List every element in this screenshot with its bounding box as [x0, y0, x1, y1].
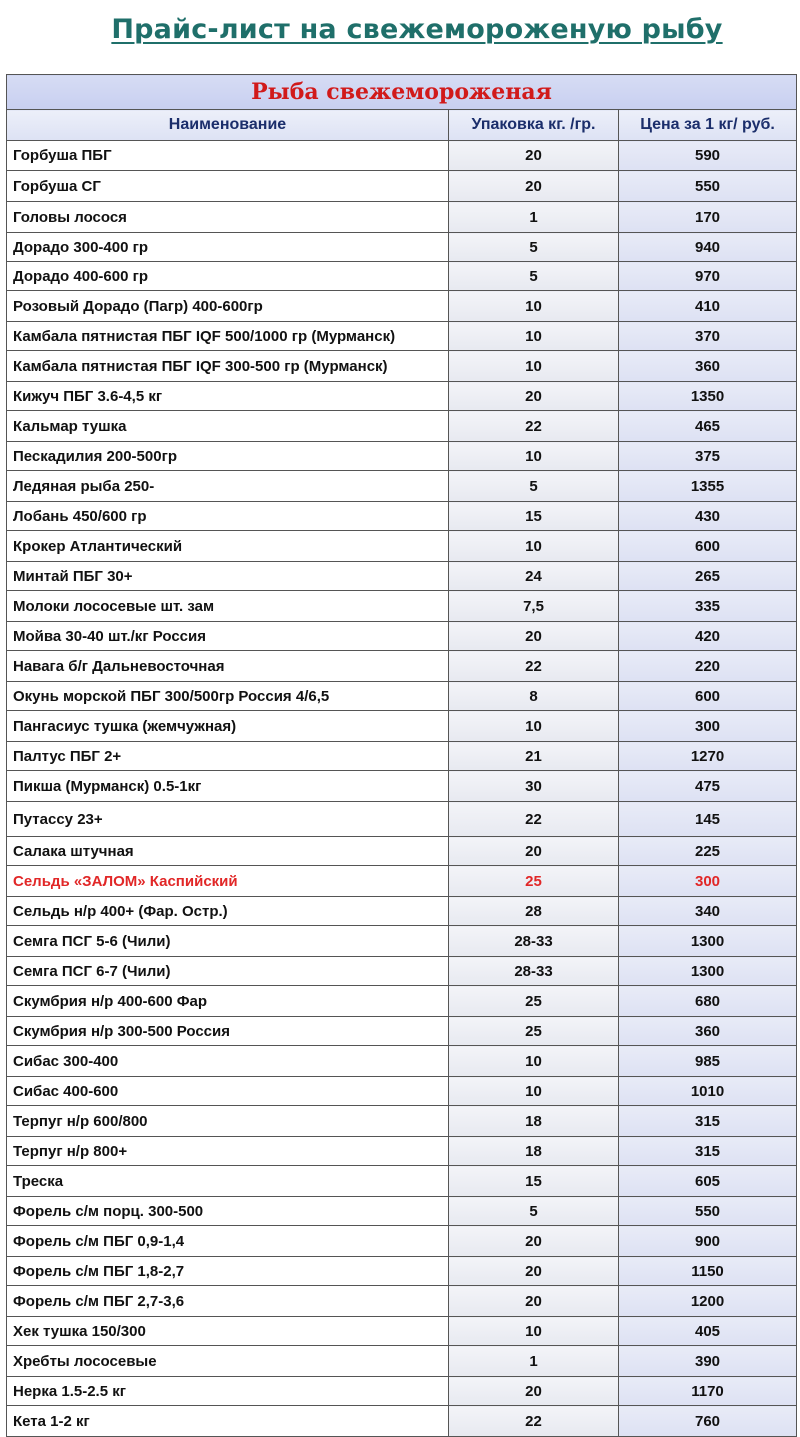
table-row — [7, 1377, 797, 1406]
price-cell: 420 — [619, 622, 797, 651]
product-name-cell: Окунь морской ПБГ 300/500гр Россия 4/6,5 — [7, 682, 449, 711]
table-row — [7, 1317, 797, 1346]
price-cell: 680 — [619, 986, 797, 1017]
pack-size-cell: 15 — [449, 502, 619, 531]
price-cell: 1270 — [619, 742, 797, 771]
pack-size-cell: 24 — [449, 562, 619, 591]
table-row — [7, 1346, 797, 1377]
product-name-cell: Дорадо 300-400 гр — [7, 233, 449, 262]
table-row — [7, 866, 797, 897]
product-name-cell: Скумбрия н/р 300-500 Россия — [7, 1017, 449, 1046]
price-cell: 760 — [619, 1406, 797, 1437]
product-name-cell: Палтус ПБГ 2+ — [7, 742, 449, 771]
price-cell: 600 — [619, 682, 797, 711]
table-row — [7, 1406, 797, 1437]
pack-size-cell: 20 — [449, 1377, 619, 1406]
price-cell: 550 — [619, 171, 797, 202]
pack-size-cell: 10 — [449, 711, 619, 742]
price-cell: 410 — [619, 291, 797, 322]
column-header-pack: Упаковка кг. /гр. — [449, 110, 619, 141]
product-name-cell: Хек тушка 150/300 — [7, 1317, 449, 1346]
table-row — [7, 351, 797, 382]
product-name-cell: Кальмар тушка — [7, 411, 449, 442]
table-row — [7, 531, 797, 562]
price-cell: 360 — [619, 351, 797, 382]
pack-size-cell: 7,5 — [449, 591, 619, 622]
pack-size-cell: 10 — [449, 1046, 619, 1077]
table-row — [7, 1257, 797, 1286]
pack-size-cell: 8 — [449, 682, 619, 711]
section-title: Рыба свежемороженая — [7, 75, 797, 110]
product-name-cell: Семга ПСГ 5-6 (Чили) — [7, 926, 449, 957]
pack-size-cell: 22 — [449, 411, 619, 442]
price-cell: 340 — [619, 897, 797, 926]
product-name-cell: Пикша (Мурманск) 0.5-1кг — [7, 771, 449, 802]
table-row — [7, 622, 797, 651]
price-cell: 1300 — [619, 926, 797, 957]
product-name-cell: Пангасиус тушка (жемчужная) — [7, 711, 449, 742]
product-name-cell: Форель с/м ПБГ 2,7-3,6 — [7, 1286, 449, 1317]
price-cell: 315 — [619, 1106, 797, 1137]
table-row — [7, 502, 797, 531]
product-name-cell: Сельдь «ЗАЛОМ» Каспийский — [7, 866, 449, 897]
pack-size-cell: 10 — [449, 1317, 619, 1346]
price-cell: 985 — [619, 1046, 797, 1077]
price-cell: 1300 — [619, 957, 797, 986]
table-row — [7, 1197, 797, 1226]
pack-size-cell: 1 — [449, 202, 619, 233]
table-row — [7, 802, 797, 837]
price-cell: 1150 — [619, 1257, 797, 1286]
product-name-cell: Семга ПСГ 6-7 (Чили) — [7, 957, 449, 986]
product-name-cell: Скумбрия н/р 400-600 Фар — [7, 986, 449, 1017]
pack-size-cell: 5 — [449, 1197, 619, 1226]
product-name-cell: Нерка 1.5-2.5 кг — [7, 1377, 449, 1406]
price-cell: 940 — [619, 233, 797, 262]
table-row — [7, 986, 797, 1017]
product-name-cell: Крокер Атлантический — [7, 531, 449, 562]
price-cell: 265 — [619, 562, 797, 591]
column-header-name: Наименование — [7, 110, 449, 141]
price-cell: 1010 — [619, 1077, 797, 1106]
product-name-cell: Камбала пятнистая ПБГ IQF 500/1000 гр (Мурманск) — [7, 322, 449, 351]
price-cell: 1350 — [619, 382, 797, 411]
pack-size-cell: 1 — [449, 1346, 619, 1377]
product-name-cell: Ледяная рыба 250- — [7, 471, 449, 502]
product-name-cell: Треска — [7, 1166, 449, 1197]
table-row — [7, 322, 797, 351]
table-row — [7, 291, 797, 322]
product-name-cell: Путассу 23+ — [7, 802, 449, 837]
price-cell: 465 — [619, 411, 797, 442]
pack-size-cell: 5 — [449, 471, 619, 502]
pack-size-cell: 20 — [449, 171, 619, 202]
pack-size-cell: 10 — [449, 291, 619, 322]
table-row — [7, 771, 797, 802]
product-name-cell: Сибас 300-400 — [7, 1046, 449, 1077]
table-row — [7, 1106, 797, 1137]
table-row — [7, 682, 797, 711]
table-row — [7, 1017, 797, 1046]
pack-size-cell: 20 — [449, 1257, 619, 1286]
pack-size-cell: 30 — [449, 771, 619, 802]
pack-size-cell: 20 — [449, 837, 619, 866]
price-cell: 475 — [619, 771, 797, 802]
product-name-cell: Головы лосося — [7, 202, 449, 233]
pack-size-cell: 10 — [449, 322, 619, 351]
pack-size-cell: 10 — [449, 351, 619, 382]
price-cell: 970 — [619, 262, 797, 291]
price-cell: 360 — [619, 1017, 797, 1046]
pack-size-cell: 20 — [449, 1286, 619, 1317]
pack-size-cell: 20 — [449, 622, 619, 651]
pack-size-cell: 5 — [449, 233, 619, 262]
price-cell: 405 — [619, 1317, 797, 1346]
table-row — [7, 957, 797, 986]
product-name-cell: Хребты лососевые — [7, 1346, 449, 1377]
table-row — [7, 202, 797, 233]
section-header-row — [7, 75, 797, 110]
table-row — [7, 471, 797, 502]
table-row — [7, 926, 797, 957]
product-name-cell: Пескадилия 200-500гр — [7, 442, 449, 471]
pack-size-cell: 28-33 — [449, 957, 619, 986]
product-name-cell: Кижуч ПБГ 3.6-4,5 кг — [7, 382, 449, 411]
price-cell: 1170 — [619, 1377, 797, 1406]
pack-size-cell: 18 — [449, 1106, 619, 1137]
price-cell: 1200 — [619, 1286, 797, 1317]
table-row — [7, 742, 797, 771]
table-body — [7, 141, 797, 1437]
price-cell: 605 — [619, 1166, 797, 1197]
product-name-cell: Горбуша ПБГ — [7, 141, 449, 171]
product-name-cell: Форель с/м порц. 300-500 — [7, 1197, 449, 1226]
pack-size-cell: 21 — [449, 742, 619, 771]
product-name-cell: Кета 1-2 кг — [7, 1406, 449, 1437]
table-row — [7, 837, 797, 866]
product-name-cell: Форель с/м ПБГ 1,8-2,7 — [7, 1257, 449, 1286]
product-name-cell: Камбала пятнистая ПБГ IQF 300-500 гр (Мурманск) — [7, 351, 449, 382]
pack-size-cell: 22 — [449, 802, 619, 837]
price-cell: 145 — [619, 802, 797, 837]
table-row — [7, 141, 797, 171]
table-row — [7, 1166, 797, 1197]
table-row — [7, 711, 797, 742]
price-cell: 390 — [619, 1346, 797, 1377]
pack-size-cell: 10 — [449, 1077, 619, 1106]
product-name-cell: Молоки лососевые шт. зам — [7, 591, 449, 622]
column-header-price: Цена за 1 кг/ руб. — [619, 110, 797, 141]
price-cell: 220 — [619, 651, 797, 682]
column-header-row — [7, 110, 797, 141]
price-cell: 375 — [619, 442, 797, 471]
price-cell: 600 — [619, 531, 797, 562]
table-row — [7, 1046, 797, 1077]
product-name-cell: Терпуг н/р 600/800 — [7, 1106, 449, 1137]
product-name-cell: Навага б/г Дальневосточная — [7, 651, 449, 682]
product-name-cell: Розовый Дорадо (Пагр) 400-600гр — [7, 291, 449, 322]
price-cell: 170 — [619, 202, 797, 233]
page-title: Прайс-лист на свежемороженую рыбу — [111, 14, 723, 45]
table-row — [7, 1286, 797, 1317]
pack-size-cell: 20 — [449, 141, 619, 171]
table-row — [7, 442, 797, 471]
table-row — [7, 897, 797, 926]
pack-size-cell: 5 — [449, 262, 619, 291]
table-row — [7, 1077, 797, 1106]
price-cell: 335 — [619, 591, 797, 622]
price-cell: 300 — [619, 866, 797, 897]
price-cell: 1355 — [619, 471, 797, 502]
pack-size-cell: 22 — [449, 651, 619, 682]
price-cell: 225 — [619, 837, 797, 866]
price-cell: 590 — [619, 141, 797, 171]
pack-size-cell: 22 — [449, 1406, 619, 1437]
price-cell: 430 — [619, 502, 797, 531]
price-cell: 370 — [619, 322, 797, 351]
table-row — [7, 411, 797, 442]
pack-size-cell: 10 — [449, 531, 619, 562]
product-name-cell: Лобань 450/600 гр — [7, 502, 449, 531]
pack-size-cell: 20 — [449, 1226, 619, 1257]
pack-size-cell: 18 — [449, 1137, 619, 1166]
pack-size-cell: 10 — [449, 442, 619, 471]
table-row — [7, 591, 797, 622]
table-row — [7, 382, 797, 411]
pack-size-cell: 28 — [449, 897, 619, 926]
product-name-cell: Салака штучная — [7, 837, 449, 866]
price-cell: 550 — [619, 1197, 797, 1226]
price-cell: 300 — [619, 711, 797, 742]
pack-size-cell: 25 — [449, 866, 619, 897]
pack-size-cell: 25 — [449, 1017, 619, 1046]
pack-size-cell: 28-33 — [449, 926, 619, 957]
product-name-cell: Горбуша СГ — [7, 171, 449, 202]
table-row — [7, 1137, 797, 1166]
table-row — [7, 262, 797, 291]
table-row — [7, 233, 797, 262]
pack-size-cell: 25 — [449, 986, 619, 1017]
product-name-cell: Мойва 30-40 шт./кг Россия — [7, 622, 449, 651]
product-name-cell: Сибас 400-600 — [7, 1077, 449, 1106]
table-row — [7, 1226, 797, 1257]
table-row — [7, 562, 797, 591]
pack-size-cell: 15 — [449, 1166, 619, 1197]
product-name-cell: Терпуг н/р 800+ — [7, 1137, 449, 1166]
price-table — [6, 74, 797, 1437]
product-name-cell: Сельдь н/р 400+ (Фар. Остр.) — [7, 897, 449, 926]
product-name-cell: Дорадо 400-600 гр — [7, 262, 449, 291]
price-cell: 315 — [619, 1137, 797, 1166]
table-row — [7, 171, 797, 202]
product-name-cell: Минтай ПБГ 30+ — [7, 562, 449, 591]
product-name-cell: Форель с/м ПБГ 0,9-1,4 — [7, 1226, 449, 1257]
pack-size-cell: 20 — [449, 382, 619, 411]
price-cell: 900 — [619, 1226, 797, 1257]
table-row — [7, 651, 797, 682]
